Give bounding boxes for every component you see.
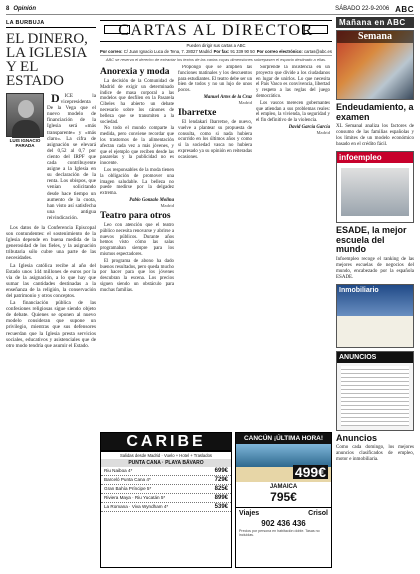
ad-offer-price: 699€ <box>214 468 228 474</box>
letter-signature: Manuel Artes de la Cruz <box>203 94 252 100</box>
page-number: 8 <box>6 6 10 12</box>
promo-body: Como cada domingo, los mejores anuncios clasificados de empleo, motor e inmobiliaria. <box>336 445 414 462</box>
letters-title-block <box>100 20 332 42</box>
author-name: LUIS IGNACIO PARADA <box>9 138 41 148</box>
letters-subline: Pueden dirigir sus cartas a ABC <box>186 43 246 48</box>
letters-section <box>100 20 332 568</box>
letter-city: Madrid <box>160 202 174 208</box>
contact-post-value: C/ Juan Ignacio Luca de Tena, 7. 28027 Madrid <box>123 49 212 54</box>
byline <box>6 93 96 222</box>
tomorrow-logo: ABC <box>386 18 406 27</box>
title-ornament <box>104 25 130 34</box>
article-paragraph: La Iglesia católica recibe al año del Estado unos 144 millones de euros por la vía de la asignación, a lo que hay que sumar las cantidades destinadas a la enseñanza de la religión, la conservación del patrimonio y otros conceptos. <box>6 262 96 299</box>
supplement-masthead: ANUNCIOS <box>337 352 413 363</box>
ad-caribe-brand: CARIBE <box>101 433 231 452</box>
author-block <box>6 93 44 222</box>
column-headline: EL DINERO, LA IGLESIA Y EL ESTADO <box>6 31 88 89</box>
letter-continued <box>256 65 330 431</box>
letter-paragraph: El programa de abono ha dado buenos resultados, pero queda mucho por hacer para que los jóvenes descubran la escena. Los precios siguen siendo un obstáculo para muchas familias. <box>100 258 174 293</box>
letter-paragraph: Los vascos merecen gobernantes que atiendan a sus problemas reales: el empleo, la vivienda, la seguridad y el fin definitivo de la violencia. <box>256 100 330 124</box>
ad-offer-row <box>101 476 231 485</box>
letter-paragraph: El lendakari Ibarretxe, de nuevo, vuelve a plantear su propuesta de consulta, como si nada hubiera ocurrido en los últimos años y como si la sociedad vasca no hubiera expresado ya su opinión en reiteradas ocasiones. <box>178 119 252 160</box>
ad-offer-row <box>101 494 231 503</box>
letter-body <box>100 223 174 294</box>
supplement-cover-semanal[interactable] <box>336 30 414 100</box>
article-paragraph: Los datos de la Conferencia Episcopal son contundentes: el sostenimiento de la Iglesia depende en buena medida de la generosidad de los fieles, y la asignación tributaria sólo cubre una parte de las necesidades. <box>6 224 96 262</box>
ad-cancun-price: 499€ <box>294 464 326 480</box>
contact-post-label: Por correo: <box>100 49 123 54</box>
letters-title: CARTAS AL DIRECTOR <box>118 22 314 39</box>
ad-offer-name: Gran Bahía Príncipe 5* <box>104 486 152 491</box>
contact-fax-value: 91 339 90 50 <box>230 49 255 54</box>
contact-fax-label: Por fax: <box>213 49 230 54</box>
ad-caribe-section: PUNTA CANA · PLAYA BÁVARO <box>101 459 231 467</box>
supplement-cover-inmobiliario[interactable] <box>336 284 414 348</box>
letters-columns <box>100 65 332 431</box>
tomorrow-banner <box>336 17 414 28</box>
ad-cancun-head: CANCÚN ¡ÚLTIMA HORA! <box>236 433 331 444</box>
ad-brand <box>236 507 331 519</box>
letter-signature: David García García <box>288 124 330 130</box>
ad-brand-right: Crisol <box>308 510 328 517</box>
letters-contact <box>100 49 332 56</box>
ad-beach-photo <box>236 444 331 482</box>
promo-headline: ESADE, la mejor escuela del mundo <box>336 225 407 254</box>
promo-headline: Endeudamiento, a examen <box>336 102 414 122</box>
letter-paragraph: La decisión de la Comunidad de Madrid de exigir un determinado índice de masa corporal a las modelos que desfilen en la Pasarela Cibeles ha abierto un debate necesario sobre los cánones de belleza que se transmiten a la sociedad. <box>100 79 174 125</box>
section-name: Opinión <box>13 6 37 12</box>
letter-paragraph: Propongo que se amplíen las funciones matinales y los descuentos para estudiantes. El teatro debe ser un bien de todos y no un lujo de unos pocos. <box>178 65 252 94</box>
tomorrow-label: Mañana en <box>339 18 385 27</box>
column-la-burbuja <box>6 20 96 568</box>
ad-offer-name: Riu Naiboa 4* <box>104 468 133 473</box>
article-paragraph: DICE la vicepresidenta De la Vega que el nuevo modelo de financiación de la Iglesia será «más transparente» y «más claro». La cifra de asignación se elevará del 0,52 al 0,7 por ciento del IRPF que cada contribuyente asigne a la Iglesia en su declaración de la renta. Los obispos, que venían solicitando desde hace tiempo un aumento de la cuota, han visto así satisfecha una antigua reivindicación. <box>47 91 96 221</box>
promo-body: XL Semanal analiza los factores de consumo de las familias españolas y los límites de un modelo económico basado en el crédito fácil. <box>336 124 414 147</box>
ad-second-destination: JAMAICA <box>269 484 298 490</box>
letter-paragraph: No todo el mundo comparte la medida, pero conviene recordar que los trastornos de la alimentación afectan cada vez a más jóvenes, y que el ejemplo que reciben desde las pasarelas y la publicidad no es inocente. <box>100 126 174 167</box>
column-kicker: LA BURBUJA <box>6 20 96 28</box>
supplement-cover-anuncios[interactable] <box>336 351 414 431</box>
contact-email-label: Por correo electrónico: <box>256 49 303 54</box>
letter-body <box>256 65 330 124</box>
ad-offer-name: Riviera Maya · Riu Yucatán 5* <box>104 495 166 500</box>
article-paragraph: La financiación pública de las confesiones religiosas sigue siendo objeto de debate. Quienes se oponen al nuevo modelo consideran que supone un privilegio, mientras que sus defensores recuerdan que la Iglesia presta servicios sociales, educativos y asistenciales que de otro modo tendría que asumir el Estado. <box>6 300 96 349</box>
supplement-cover-infoempleo[interactable] <box>336 151 414 223</box>
letter-paragraph: Sorprende la insistencia en un proyecto que divide a los ciudadanos en lugar de unirlos. Lo que necesita el País Vasco es convivencia, libertad y respeto a las reglas del juego democrático. <box>256 65 330 99</box>
promo-headline: Anuncios <box>336 432 378 443</box>
ad-offer-row <box>101 467 231 476</box>
letter-paragraph: Los responsables de la moda tienen la obligación de promover una imagen saludable. La belleza no puede medirse por la delgadez extrema. <box>100 167 174 197</box>
letter-continued <box>178 65 252 431</box>
ad-brand-left: Viajes <box>239 510 260 517</box>
letter-body <box>178 65 252 94</box>
ad-cancun[interactable] <box>235 432 332 568</box>
letter-title: Ibarretxe <box>178 107 217 118</box>
ad-offer-row <box>101 485 231 494</box>
ad-second-price: 795€ <box>270 490 297 504</box>
article-body-start <box>47 93 96 222</box>
ad-offer-row <box>101 503 231 512</box>
ad-offer-name: La Romana · Viva Wyndham 4* <box>104 504 169 509</box>
ad-offer-price: 729€ <box>214 477 228 483</box>
ad-offer-price: 825€ <box>214 486 228 492</box>
letter-signature: Pablo Gonzalo Molina <box>129 197 174 203</box>
ad-offer-name: Barceló Punta Cana 4* <box>104 477 151 482</box>
ad-offer-price: 539€ <box>214 504 228 510</box>
letter-city: Madrid <box>238 99 252 105</box>
article-body <box>6 225 96 349</box>
author-portrait <box>6 93 44 137</box>
ad-offer-price: 899€ <box>214 495 228 501</box>
ad-caribe[interactable] <box>100 432 232 568</box>
issue-date: SÁBADO 22-9-2006 <box>335 6 390 12</box>
letter-city: Madrid <box>316 129 330 135</box>
letter-title: Anorexia y moda <box>100 67 170 77</box>
letter-body <box>100 79 174 197</box>
classified-lines <box>341 366 409 426</box>
supplement-masthead: Inmobiliario <box>339 286 379 294</box>
ad-caribe-tagline: Salidas desde Madrid · Vuelo + Hotel + Traslados <box>119 453 213 458</box>
supplement-masthead: Semana <box>337 31 413 43</box>
letter-body <box>178 120 252 161</box>
letter-title: Teatro para otros <box>100 210 171 221</box>
ad-phone[interactable]: 902 436 436 <box>261 519 306 528</box>
letters-note: ABC se reserva el derecho de extractar los textos de las cartas cuyas dimensiones sobrepasen el espacio destinado a ellas. <box>105 57 327 62</box>
supplement-masthead: infoempleo <box>337 152 413 163</box>
newspaper-logo: ABC <box>395 4 414 14</box>
page-header <box>6 4 414 15</box>
promo-body: Infoempleo recoge el ranking de las mejores escuelas de negocios del mundo, encabezado por la española ESADE. <box>336 256 414 280</box>
tomorrow-in-abc <box>336 17 414 568</box>
contact-email-value[interactable]: cartas@abc.es <box>303 49 332 54</box>
letter <box>100 65 174 431</box>
ad-fine-print: Precios por persona en habitación doble. Tasas no incluidas. <box>239 529 320 537</box>
letter-paragraph: Leo con atención que el teatro público necesita renovarse y abrirse a nuevos públicos. Durante años hemos visto cómo las salas programaban siempre para los mismos espectadores. <box>100 222 174 257</box>
supplement-cover-image <box>341 168 409 216</box>
title-ornament <box>302 25 328 34</box>
advertising-block <box>100 432 332 568</box>
